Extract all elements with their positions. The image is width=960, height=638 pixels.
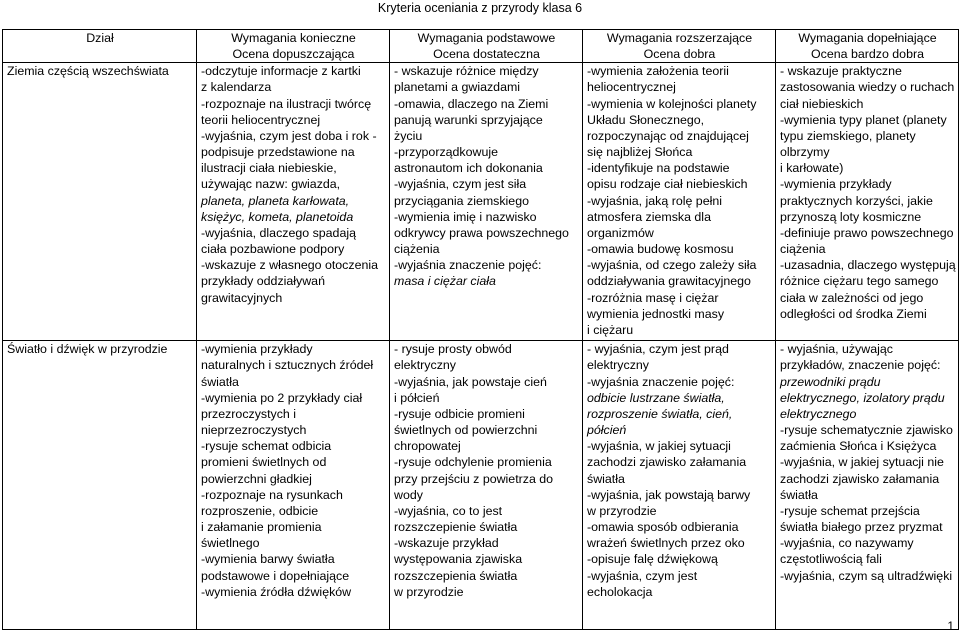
requirement-line: -wyjaśnia, w jakiej sytuacji [587, 439, 731, 454]
requirement-line: - wyjaśnia, używając [780, 342, 893, 357]
requirement-line: planeta, planeta karłowata, [201, 193, 350, 208]
requirement-line: -uzasadnia, dlaczego występują [780, 258, 956, 273]
requirement-line: używając nazw: gwiazda, [201, 177, 341, 192]
requirement-line: -wyjaśnia, od czego zależy siła [587, 258, 757, 273]
requirement-line: i półcień [394, 390, 440, 405]
requirement-line: panują warunki sprzyjające [394, 112, 543, 127]
requirement-line: rozpoczynając od znajdującej [587, 128, 749, 143]
requirement-line: przyciągania ziemskiego [394, 193, 529, 208]
requirements-cell-konieczne [197, 63, 390, 341]
dzial-cell [3, 341, 197, 630]
requirement-line: częstotliwością fali [780, 552, 882, 567]
requirement-line: i ciężaru [587, 322, 634, 337]
requirement-line: występowania zjawiska [394, 552, 523, 567]
requirement-line: -wyjaśnia, czym są ultradźwięki [780, 568, 953, 583]
requirement-line: Układu Słonecznego, [587, 112, 705, 127]
requirement-line: oddziaływania grawitacyjnego [587, 274, 751, 289]
document-title: Kryteria oceniania z przyrody klasa 6 [377, 1, 583, 15]
requirement-line: -wyjaśnia, co nazywamy [780, 536, 914, 551]
requirement-line: grawitacyjnych [201, 290, 283, 305]
requirement-line: -wymienia po 2 przykłady ciał [201, 390, 363, 405]
requirement-line: -rysuje odbicie promieni [394, 406, 525, 421]
header-label-line: Ocena dostateczna [433, 47, 540, 62]
requirement-line: atmosfera ziemska dla [587, 209, 711, 224]
requirement-line: rozszczepienia światła [394, 568, 518, 583]
requirement-line: przynoszą loty kosmiczne [780, 209, 922, 224]
requirement-line: świetlnych od powierzchni [394, 423, 538, 438]
criteria-table [2, 29, 959, 630]
requirement-line: -identyfikuje na podstawie [587, 161, 730, 176]
requirement-line: rozproszenie światła, cień, [587, 406, 733, 421]
header-label-line: Ocena dobra [643, 47, 716, 62]
table-row [3, 63, 959, 341]
page-number: 1 [947, 619, 954, 633]
requirement-line: -omawia, dlaczego na Ziemi [394, 96, 549, 111]
requirement-line: przewodniki prądu [780, 374, 881, 389]
requirement-line: -wyjaśnia, w jakiej sytuacji nie [780, 455, 944, 470]
requirement-line: ciała w zależności od jego [780, 290, 924, 305]
requirement-line: elektryczny [587, 358, 649, 373]
header-label-line: Ocena bardzo dobra [811, 47, 924, 62]
requirement-line: różnice ciężaru tego samego [780, 274, 939, 289]
requirement-line: elektryczny [394, 358, 456, 373]
requirements-cell-rozszerzajace [583, 341, 776, 630]
requirement-line: elektrycznego, izolatory prądu [780, 390, 945, 405]
table-header-row [3, 30, 959, 63]
requirement-line: chropowatej [394, 439, 461, 454]
requirement-line: podpisuje przedstawione na [201, 145, 355, 160]
requirement-line: w przyrodzie [587, 503, 657, 518]
requirement-line: typu ziemskiego, planety [780, 128, 916, 143]
requirement-line: ciążenia [394, 242, 440, 257]
requirement-line: -rysuje schemat przejścia [780, 503, 920, 518]
requirement-line: -wymienia imię i nazwisko [394, 209, 537, 224]
requirement-line: przykłady oddziaływań [201, 274, 325, 289]
requirement-line: masa i ciężar ciała [394, 274, 496, 289]
requirement-line: wymienia jednostki masy [587, 306, 725, 321]
requirement-line: ciała pozbawione podpory [201, 242, 345, 257]
requirement-line: planetami a gwiazdami [394, 80, 521, 95]
requirement-line: -omawia budowę kosmosu [587, 242, 734, 257]
requirement-line: -wyjaśnia znaczenie pojęć: [394, 258, 542, 273]
requirement-line: odkrywcy prawa powszechnego [394, 225, 569, 240]
requirement-line: -wymienia barwy światła [201, 552, 335, 567]
requirement-line: -rysuje schematycznie zjawisko [780, 423, 953, 438]
requirement-line: -definiuje prawo powszechnego [780, 225, 954, 240]
requirement-line: -wymienia typy planet (planety [780, 112, 947, 127]
requirement-line: życiu [394, 128, 423, 143]
requirement-line: -wymienia założenia teorii [587, 64, 729, 79]
header-cell-rozszerzajace [583, 30, 776, 63]
requirement-line: przezroczystych i [201, 406, 297, 421]
requirement-line: - wskazuje różnice między [394, 64, 539, 79]
requirement-line: -wyjaśnia, czym jest siła [394, 177, 527, 192]
requirement-line: elektrycznego [780, 406, 857, 421]
requirement-line: rozproszenie, odbicie [201, 503, 319, 518]
requirement-line: zachodzi zjawisko załamania [587, 455, 747, 470]
requirement-line: światła [201, 374, 239, 389]
requirement-line: z kalendarza [201, 80, 272, 95]
requirement-line: -wymienia źródła dźwięków [201, 584, 352, 599]
header-label-line: Wymagania rozszerzające [606, 31, 753, 45]
requirements-cell-dopelniajace [776, 341, 959, 630]
requirement-line: wrażeń świetlnych przez oko [587, 536, 745, 551]
requirement-line: - wyjaśnia, czym jest prąd [587, 342, 729, 357]
requirement-line: rozszczepienie światła [394, 520, 518, 535]
requirement-line: i karłowate) [780, 161, 844, 176]
header-label-line: Wymagania dopełniające [798, 31, 937, 45]
requirement-line: -wyjaśnia, czym jest [587, 568, 698, 583]
requirement-line: -rozpoznaje na rysunkach [201, 487, 343, 502]
requirement-line: wody [394, 487, 423, 502]
requirement-line: ilustracji ciała niebieskie, [201, 161, 337, 176]
requirements-cell-konieczne [197, 341, 390, 630]
requirement-line: -rysuje odchylenie promienia [394, 455, 552, 470]
requirement-line: -opisuje falę dźwiękową [587, 552, 718, 567]
requirement-line: ciał niebieskich [780, 96, 864, 111]
requirement-line: heliocentrycznej [587, 80, 676, 95]
requirement-line: świetlnego [201, 536, 260, 551]
requirement-line: - wskazuje praktyczne [780, 64, 902, 79]
requirement-line: teorii heliocentrycznej [201, 112, 321, 127]
header-label-line: Dział [86, 31, 114, 45]
requirement-line: praktycznych korzyści, jakie [780, 193, 933, 208]
requirement-line: -wyjaśnia, czym jest doba i rok - [201, 128, 377, 143]
requirement-line: -wyjaśnia, dlaczego spadają [201, 225, 356, 240]
requirement-line: -wyjaśnia, jak powstają barwy [587, 487, 751, 502]
requirement-line: odbicie lustrzane światła, [587, 390, 725, 405]
table-row [3, 341, 959, 630]
requirement-line: astronautom ich dokonania [394, 161, 543, 176]
requirement-line: zaćmienia Słońca i Księżyca [780, 439, 937, 454]
requirement-line: nieprzezroczystych [201, 423, 307, 438]
requirement-line: przykładów, znaczenie pojęć: [780, 358, 941, 373]
header-cell-dzial [3, 30, 197, 63]
requirement-line: -wymienia przykłady [780, 177, 892, 192]
requirement-line: naturalnych i sztucznych źródeł [201, 358, 374, 373]
requirement-line: światła [587, 471, 625, 486]
requirement-line: olbrzymy [780, 145, 830, 160]
requirement-line: się najbliżej Słońca [587, 145, 693, 160]
requirements-cell-rozszerzajace [583, 63, 776, 341]
header-label-line: Wymagania konieczne [231, 31, 356, 45]
requirement-line: promieni świetlnych od [201, 455, 327, 470]
dzial-label: Ziemia częścią wszechświata [7, 64, 169, 79]
requirement-line: -rysuje schemat odbicia [201, 439, 332, 454]
requirement-line: -rozpoznaje na ilustracji twórcę [201, 96, 372, 111]
requirement-line: organizmów [587, 225, 654, 240]
requirement-line: -wskazuje z własnego otoczenia [201, 258, 379, 273]
requirement-line: przy przejściu z powietrza do [394, 471, 554, 486]
requirement-line: ciążenia [780, 242, 826, 257]
requirement-line: -przyporządkowuje [394, 145, 498, 160]
requirement-line: -omawia sposób odbierania [587, 520, 739, 535]
header-label-line: Ocena dopuszczająca [232, 47, 355, 62]
header-cell-podstawowe [390, 30, 583, 63]
requirement-line: -odczytuje informacje z kartki [201, 64, 361, 79]
requirement-line: -wymienia przykłady [201, 342, 313, 357]
dzial-label: Światło i dźwięk w przyrodzie [7, 342, 168, 357]
requirement-line: -wyjaśnia, jaką rolę pełni [587, 193, 722, 208]
requirement-line: księżyc, kometa, planetoida [201, 209, 354, 224]
header-cell-dopelniajace [776, 30, 959, 63]
requirements-cell-podstawowe [390, 341, 583, 630]
requirement-line: światła białego przez pryzmat [780, 520, 943, 535]
requirement-line: powierzchni gładkiej [201, 471, 312, 486]
requirement-line: -rozróżnia masę i ciężar [587, 290, 719, 305]
requirement-line: podstawowe i dopełniające [201, 568, 350, 583]
requirement-line: -wymienia w kolejności planety [587, 96, 757, 111]
header-label-line: Wymagania podstawowe [417, 31, 556, 45]
requirement-line: odległości od środka Ziemi [780, 306, 927, 321]
requirement-line: echolokacja [587, 584, 653, 599]
requirement-line: - rysuje prosty obwód [394, 342, 512, 357]
requirements-cell-dopelniajace [776, 63, 959, 341]
requirement-line: -wyjaśnia, jak powstaje cień [394, 374, 547, 389]
requirements-cell-podstawowe [390, 63, 583, 341]
requirement-line: -wskazuje przykład [394, 536, 499, 551]
requirement-line: zastosowania wiedzy o ruchach [780, 80, 955, 95]
requirement-line: zachodzi zjawisko załamania [780, 471, 940, 486]
requirement-line: światła [780, 487, 818, 502]
requirement-line: -wyjaśnia znaczenie pojęć: [587, 374, 735, 389]
requirement-line: i załamanie promienia [201, 520, 322, 535]
requirement-line: opisu rodzaje ciał niebieskich [587, 177, 748, 192]
requirement-line: w przyrodzie [394, 584, 464, 599]
requirement-line: półcień [587, 423, 627, 438]
requirement-line: -wyjaśnia, co to jest [394, 503, 503, 518]
dzial-cell [3, 63, 197, 341]
header-cell-konieczne [197, 30, 390, 63]
